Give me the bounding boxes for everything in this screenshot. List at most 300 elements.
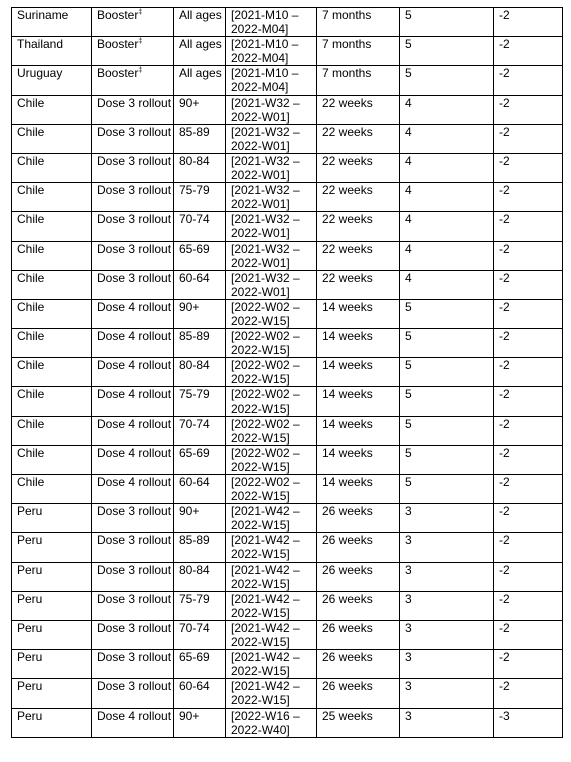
rollout-type-cell-text: Dose 4 rollout [97, 387, 172, 402]
period-cell [226, 270, 317, 299]
duration-cell [317, 445, 400, 474]
value-cell [400, 95, 494, 124]
value-cell-text: 3 [405, 620, 412, 635]
offset-cell-text: -2 [499, 37, 510, 52]
offset-cell [494, 241, 563, 270]
period-cell-text: [2022-W02 – 2022-W15] [231, 445, 300, 474]
duration-cell [317, 475, 400, 504]
country-cell [12, 475, 92, 504]
table-row [12, 533, 563, 562]
offset-cell-text: -2 [499, 620, 510, 635]
rollout-type-cell-text: Dose 3 rollout [97, 533, 172, 548]
offset-cell-text: -3 [499, 708, 510, 723]
age-group-cell-text: 60-64 [179, 270, 210, 285]
country-cell [12, 620, 92, 649]
value-cell-text: 4 [405, 153, 412, 168]
country-cell [12, 95, 92, 124]
period-cell [226, 416, 317, 445]
country-cell-text: Peru [17, 591, 43, 606]
age-group-cell [174, 504, 226, 533]
rollout-type-cell [92, 95, 174, 124]
period-cell-text: [2021-M10 – 2022-M04] [231, 37, 299, 66]
period-cell-text: [2021-W32 – 2022-W01] [231, 153, 300, 183]
offset-cell [494, 37, 563, 66]
offset-cell [494, 8, 563, 37]
table-row [12, 387, 563, 416]
duration-cell-text: 26 weeks [322, 591, 373, 606]
rollout-type-cell-text: Dose 3 rollout [97, 95, 172, 110]
age-group-cell [174, 650, 226, 679]
age-group-cell-text: All ages [179, 66, 222, 81]
country-cell-text: Peru [17, 533, 43, 548]
value-cell-text: 4 [405, 124, 412, 139]
rollout-type-cell [92, 241, 174, 270]
table-row [12, 212, 563, 241]
age-group-cell-text: 90+ [179, 299, 200, 314]
country-cell [12, 183, 92, 212]
age-group-cell-text: 65-69 [179, 650, 210, 665]
duration-cell-text: 26 weeks [322, 533, 373, 548]
country-cell [12, 241, 92, 270]
duration-cell [317, 212, 400, 241]
table-row [12, 8, 563, 37]
country-cell [12, 416, 92, 445]
age-group-cell [174, 299, 226, 328]
country-cell-text: Chile [17, 183, 45, 198]
country-cell-text: Chile [17, 241, 45, 256]
offset-cell [494, 153, 563, 182]
value-cell-text: 5 [405, 37, 412, 52]
offset-cell-text: -2 [499, 124, 510, 139]
value-cell [400, 8, 494, 37]
age-group-cell [174, 387, 226, 416]
period-cell [226, 358, 317, 387]
period-cell-text: [2021-W32 – 2022-W01] [231, 270, 300, 299]
offset-cell [494, 358, 563, 387]
country-cell-text: Peru [17, 620, 43, 635]
period-cell [226, 620, 317, 649]
rollout-type-cell-text: Dose 4 rollout [97, 358, 172, 373]
rollout-type-cell [92, 679, 174, 708]
age-group-cell [174, 153, 226, 182]
rollout-type-cell [92, 212, 174, 241]
table-row [12, 37, 563, 66]
value-cell-text: 5 [405, 66, 412, 81]
age-group-cell-text: 65-69 [179, 241, 210, 256]
age-group-cell [174, 329, 226, 358]
offset-cell-text: -2 [499, 533, 510, 548]
age-group-cell [174, 620, 226, 649]
offset-cell [494, 533, 563, 562]
value-cell-text: 4 [405, 95, 412, 110]
duration-cell [317, 270, 400, 299]
value-cell [400, 358, 494, 387]
table-row [12, 562, 563, 591]
age-group-cell-text: 90+ [179, 95, 200, 110]
table-row [12, 270, 563, 299]
data-table [11, 7, 563, 738]
rollout-type-cell [92, 504, 174, 533]
table-row [12, 475, 563, 504]
age-group-cell [174, 241, 226, 270]
country-cell [12, 37, 92, 66]
period-cell [226, 153, 317, 182]
value-cell [400, 679, 494, 708]
rollout-type-cell [92, 270, 174, 299]
period-cell-text: [2022-W02 – 2022-W15] [231, 416, 300, 445]
duration-cell [317, 8, 400, 37]
duration-cell-text: 22 weeks [322, 212, 373, 227]
duration-cell [317, 299, 400, 328]
age-group-cell [174, 8, 226, 37]
country-cell-text: Peru [17, 708, 43, 723]
duration-cell [317, 329, 400, 358]
rollout-type-cell [92, 329, 174, 358]
rollout-type-cell-text: Booster [97, 66, 139, 81]
period-cell [226, 183, 317, 212]
rollout-type-cell [92, 299, 174, 328]
period-cell-text: [2021-W42 – 2022-W15] [231, 562, 300, 591]
rollout-type-cell [92, 66, 174, 95]
rollout-type-cell-text: Dose 3 rollout [97, 241, 172, 256]
offset-cell [494, 124, 563, 153]
period-cell-text: [2021-W42 – 2022-W15] [231, 504, 300, 533]
offset-cell-text: -2 [499, 153, 510, 168]
country-cell [12, 591, 92, 620]
rollout-type-cell-text: Dose 3 rollout [97, 591, 172, 606]
age-group-cell-text: 75-79 [179, 591, 210, 606]
offset-cell-text: -2 [499, 212, 510, 227]
value-cell [400, 504, 494, 533]
duration-cell [317, 620, 400, 649]
duration-cell-text: 22 weeks [322, 183, 373, 198]
table-row [12, 183, 563, 212]
rollout-type-cell [92, 183, 174, 212]
rollout-type-cell-text: Dose 3 rollout [97, 562, 172, 577]
country-cell-text: Peru [17, 679, 43, 694]
value-cell [400, 387, 494, 416]
offset-cell [494, 299, 563, 328]
country-cell [12, 708, 92, 737]
offset-cell [494, 445, 563, 474]
value-cell-text: 4 [405, 183, 412, 198]
age-group-cell [174, 66, 226, 95]
table-row [12, 591, 563, 620]
value-cell-text: 3 [405, 650, 412, 665]
rollout-type-cell [92, 416, 174, 445]
period-cell [226, 212, 317, 241]
age-group-cell [174, 445, 226, 474]
period-cell-text: [2022-W02 – 2022-W15] [231, 329, 300, 358]
age-group-cell [174, 533, 226, 562]
table-row [12, 679, 563, 708]
country-cell-text: Peru [17, 504, 43, 519]
duration-cell-text: 14 weeks [322, 299, 373, 314]
offset-cell [494, 475, 563, 504]
duration-cell-text: 14 weeks [322, 387, 373, 402]
age-group-cell-text: 85-89 [179, 329, 210, 344]
period-cell-text: [2021-W42 – 2022-W15] [231, 650, 300, 679]
offset-cell-text: -2 [499, 650, 510, 665]
country-cell-text: Chile [17, 387, 45, 402]
age-group-cell-text: 70-74 [179, 416, 210, 431]
value-cell [400, 620, 494, 649]
offset-cell-text: -2 [499, 445, 510, 460]
value-cell-text: 3 [405, 679, 412, 694]
rollout-type-cell [92, 650, 174, 679]
rollout-type-cell-text: Dose 3 rollout [97, 504, 172, 519]
value-cell [400, 212, 494, 241]
period-cell-text: [2022-W02 – 2022-W15] [231, 358, 300, 387]
rollout-type-cell [92, 475, 174, 504]
country-cell [12, 66, 92, 95]
age-group-cell-text: 90+ [179, 504, 200, 519]
period-cell [226, 329, 317, 358]
period-cell [226, 66, 317, 95]
offset-cell-text: -2 [499, 562, 510, 577]
value-cell-text: 5 [405, 358, 412, 373]
rollout-type-cell-text: Dose 4 rollout [97, 708, 172, 723]
duration-cell [317, 124, 400, 153]
duration-cell-text: 22 weeks [322, 153, 373, 168]
period-cell-text: [2022-W02 – 2022-W15] [231, 387, 300, 416]
offset-cell [494, 650, 563, 679]
rollout-type-cell [92, 708, 174, 737]
value-cell [400, 445, 494, 474]
value-cell [400, 124, 494, 153]
rollout-type-cell-text: Dose 4 rollout [97, 416, 172, 431]
period-cell [226, 37, 317, 66]
age-group-cell-text: All ages [179, 37, 222, 52]
duration-cell [317, 66, 400, 95]
value-cell-text: 5 [405, 475, 412, 489]
period-cell-text: [2021-W42 – 2022-W15] [231, 533, 300, 562]
footnote-dagger-mark: ‡ [138, 67, 143, 75]
period-cell-text: [2021-W42 – 2022-W15] [231, 679, 300, 708]
age-group-cell [174, 358, 226, 387]
country-cell-text: Uruguay [17, 66, 63, 81]
offset-cell [494, 708, 563, 737]
rollout-type-cell-text: Dose 4 rollout [97, 475, 172, 489]
duration-cell-text: 14 weeks [322, 416, 373, 431]
period-cell-text: [2021-W32 – 2022-W01] [231, 95, 300, 124]
age-group-cell [174, 270, 226, 299]
duration-cell-text: 26 weeks [322, 679, 373, 694]
duration-cell [317, 708, 400, 737]
duration-cell-text: 22 weeks [322, 124, 373, 139]
offset-cell-text: -2 [499, 387, 510, 402]
value-cell [400, 416, 494, 445]
age-group-cell-text: 80-84 [179, 358, 210, 373]
rollout-type-cell-text: Dose 3 rollout [97, 679, 172, 694]
value-cell-text: 5 [405, 445, 412, 460]
duration-cell [317, 153, 400, 182]
offset-cell-text: -2 [499, 241, 510, 256]
period-cell-text: [2021-W32 – 2022-W01] [231, 124, 300, 153]
table-body [12, 8, 563, 738]
table-row [12, 329, 563, 358]
offset-cell [494, 270, 563, 299]
country-cell-text: Chile [17, 212, 45, 227]
country-cell-text: Peru [17, 562, 43, 577]
duration-cell-text: 7 months [322, 8, 372, 22]
rollout-type-cell [92, 387, 174, 416]
duration-cell [317, 387, 400, 416]
period-cell [226, 562, 317, 591]
value-cell [400, 329, 494, 358]
period-cell-text: [2021-W32 – 2022-W01] [231, 183, 300, 212]
age-group-cell-text: 65-69 [179, 445, 210, 460]
duration-cell [317, 504, 400, 533]
duration-cell-text: 22 weeks [322, 95, 373, 110]
table-row [12, 95, 563, 124]
rollout-type-cell [92, 445, 174, 474]
country-cell [12, 387, 92, 416]
offset-cell [494, 183, 563, 212]
value-cell [400, 708, 494, 737]
value-cell [400, 241, 494, 270]
country-cell [12, 504, 92, 533]
period-cell-text: [2021-W42 – 2022-W15] [231, 591, 300, 620]
period-cell [226, 8, 317, 37]
age-group-cell [174, 475, 226, 504]
duration-cell-text: 26 weeks [322, 562, 373, 577]
period-cell [226, 95, 317, 124]
age-group-cell [174, 37, 226, 66]
country-cell [12, 533, 92, 562]
period-cell [226, 241, 317, 270]
age-group-cell-text: 60-64 [179, 679, 210, 694]
country-cell-text: Peru [17, 650, 43, 665]
country-cell [12, 270, 92, 299]
rollout-type-cell-text: Booster [97, 8, 139, 22]
rollout-type-cell [92, 562, 174, 591]
offset-cell-text: -2 [499, 8, 510, 22]
rollout-type-cell [92, 358, 174, 387]
country-cell [12, 8, 92, 37]
period-cell-text: [2022-W02 – 2022-W15] [231, 299, 300, 328]
age-group-cell [174, 708, 226, 737]
rollout-type-cell [92, 124, 174, 153]
period-cell [226, 475, 317, 504]
country-cell [12, 212, 92, 241]
value-cell [400, 183, 494, 212]
age-group-cell-text: All ages [179, 8, 222, 22]
age-group-cell-text: 85-89 [179, 533, 210, 548]
duration-cell-text: 26 weeks [322, 504, 373, 519]
country-cell-text: Chile [17, 475, 45, 489]
offset-cell-text: -2 [499, 504, 510, 519]
age-group-cell [174, 183, 226, 212]
country-cell [12, 679, 92, 708]
duration-cell-text: 7 months [322, 37, 372, 52]
age-group-cell [174, 416, 226, 445]
value-cell [400, 562, 494, 591]
duration-cell [317, 358, 400, 387]
value-cell [400, 66, 494, 95]
value-cell [400, 533, 494, 562]
offset-cell-text: -2 [499, 66, 510, 81]
value-cell-text: 4 [405, 212, 412, 227]
country-cell-text: Chile [17, 416, 45, 431]
period-cell-text: [2022-W16 – 2022-W40] [231, 708, 300, 737]
age-group-cell [174, 591, 226, 620]
country-cell [12, 299, 92, 328]
duration-cell [317, 95, 400, 124]
country-cell [12, 562, 92, 591]
country-cell [12, 445, 92, 474]
offset-cell [494, 620, 563, 649]
rollout-type-cell-text: Dose 3 rollout [97, 212, 172, 227]
duration-cell [317, 679, 400, 708]
value-cell-text: 5 [405, 299, 412, 314]
table-row [12, 66, 563, 95]
age-group-cell-text: 60-64 [179, 475, 210, 489]
duration-cell-text: 14 weeks [322, 475, 373, 489]
table-row [12, 299, 563, 328]
duration-cell [317, 591, 400, 620]
rollout-type-cell [92, 153, 174, 182]
duration-cell-text: 26 weeks [322, 620, 373, 635]
value-cell [400, 650, 494, 679]
period-cell-text: [2021-W32 – 2022-W01] [231, 241, 300, 270]
value-cell [400, 591, 494, 620]
rollout-type-cell [92, 620, 174, 649]
value-cell-text: 4 [405, 241, 412, 256]
period-cell [226, 708, 317, 737]
age-group-cell [174, 212, 226, 241]
rollout-type-cell [92, 533, 174, 562]
value-cell [400, 270, 494, 299]
duration-cell-text: 25 weeks [322, 708, 373, 723]
period-cell [226, 591, 317, 620]
rollout-type-cell-text: Dose 3 rollout [97, 124, 172, 139]
age-group-cell [174, 124, 226, 153]
country-cell-text: Chile [17, 445, 45, 460]
rollout-type-cell-text: Dose 4 rollout [97, 445, 172, 460]
period-cell-text: [2021-M10 – 2022-M04] [231, 66, 299, 95]
duration-cell [317, 241, 400, 270]
country-cell [12, 153, 92, 182]
age-group-cell-text: 90+ [179, 708, 200, 723]
period-cell [226, 299, 317, 328]
duration-cell [317, 533, 400, 562]
value-cell [400, 475, 494, 504]
table-row [12, 620, 563, 649]
period-cell [226, 387, 317, 416]
country-cell-text: Chile [17, 329, 45, 344]
value-cell [400, 299, 494, 328]
offset-cell [494, 66, 563, 95]
footnote-dagger-mark: ‡ [138, 38, 143, 46]
age-group-cell [174, 95, 226, 124]
duration-cell [317, 416, 400, 445]
country-cell-text: Chile [17, 270, 45, 285]
duration-cell-text: 22 weeks [322, 270, 373, 285]
value-cell-text: 3 [405, 562, 412, 577]
offset-cell [494, 562, 563, 591]
rollout-type-cell [92, 591, 174, 620]
offset-cell [494, 591, 563, 620]
value-cell-text: 4 [405, 270, 412, 285]
table-row [12, 358, 563, 387]
duration-cell [317, 37, 400, 66]
duration-cell-text: 14 weeks [322, 329, 373, 344]
value-cell-text: 5 [405, 416, 412, 431]
table-row [12, 708, 563, 737]
offset-cell-text: -2 [499, 679, 510, 694]
value-cell-text: 5 [405, 8, 412, 22]
